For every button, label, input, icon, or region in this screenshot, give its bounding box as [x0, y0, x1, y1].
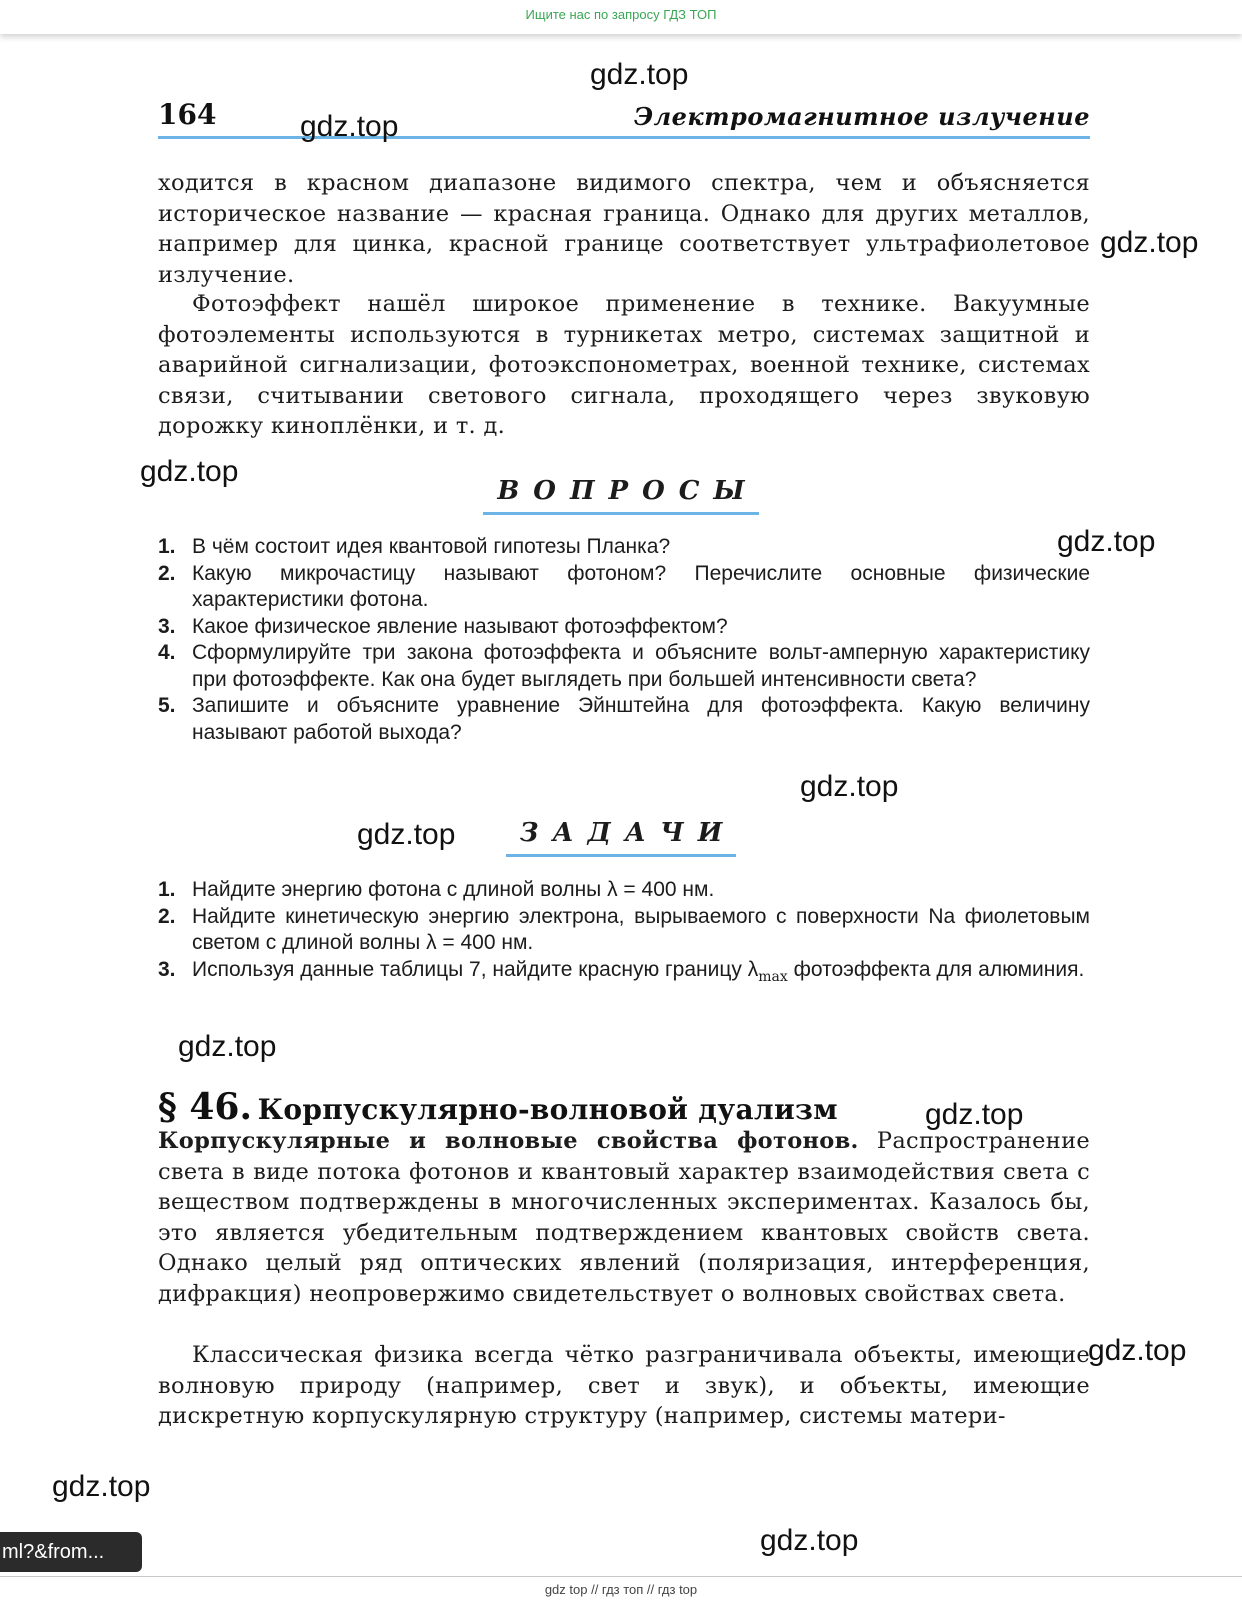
question-item [158, 640, 1090, 693]
question-item [158, 614, 1090, 641]
question-number: 5. [158, 694, 176, 717]
paragraph-title: Корпускулярно-волновой дуализм [257, 1093, 838, 1126]
question-number: 3. [158, 614, 176, 638]
question-text: Сформулируйте три закона фотоэффекта и объясните вольт-амперную характеристику при фотоэффекте. Как она будет выглядеть при большей интенсивности света? [192, 641, 1090, 691]
watermark: gdz.top [52, 1470, 151, 1503]
paragraph-red-limit: ходится в красном диапазоне видимого спектра, чем и объясняется историческое название — красная граница. Однако для других металлов, например для цинка, красной границе соответствует ультрафиолетовое излучение. [158, 170, 1090, 288]
task-number: 2. [158, 904, 176, 928]
watermark: gdz.top [140, 455, 239, 488]
paragraph-dualism-1 [158, 1126, 1090, 1309]
task-item [158, 957, 1090, 991]
tasks-list [158, 877, 1090, 990]
watermark: gdz.top [357, 818, 456, 851]
question-text: Какое физическое явление называют фотоэффектом? [192, 614, 728, 638]
watermark: gdz.top [300, 110, 399, 143]
questions-heading-text: ВОПРОСЫ [483, 476, 758, 515]
questions-list [158, 534, 1090, 746]
question-item [158, 693, 1090, 746]
paragraph-dualism-2: Классическая физика всегда чётко разграничивала объекты, имеющие волновую природу (например, свет и звук), и объекты, имеющие дискретную корпускулярную структуру (например, системы матери- [158, 1342, 1090, 1429]
question-text: Запишите и объясните уравнение Эйнштейна для фотоэффекта. Какую величину называют работой выхода? [192, 694, 1090, 744]
question-number: 2. [158, 561, 176, 585]
watermark: gdz.top [178, 1030, 277, 1063]
task-item [158, 904, 1090, 957]
watermark: gdz.top [925, 1098, 1024, 1131]
watermark: gdz.top [800, 770, 899, 803]
task-text-after: фотоэффекта для алюминия. [787, 957, 1085, 981]
question-number: 1. [158, 535, 176, 558]
task-number: 3. [158, 957, 176, 981]
task-text-before: Используя данные таблицы 7, найдите красную границу λ [192, 957, 759, 981]
paragraph-lead: Корпускулярные и волновые свойства фотонов. [158, 1128, 859, 1154]
task-number: 1. [158, 878, 176, 901]
task-text [192, 957, 1090, 991]
watermark: gdz.top [1088, 1334, 1187, 1367]
task-text: Найдите энергию фотона с длиной волны λ = 400 нм. [192, 878, 715, 901]
tasks-heading [0, 818, 1242, 857]
question-item [158, 534, 1090, 561]
paragraph-sign: § 46. [158, 1086, 252, 1128]
paragraph-body: Распространение света в виде потока фотонов и квантовый характер взаимодействия света с веществом подтверждены в многочисленных экспериментах. Казалось бы, это является убедительным подтверждением квантовых свойств света. Однако целый ряд оптических явлений (поляризация, интерференция, дифракция) неопровержимо свидетельствует о волновых свойствах света. [158, 1128, 1090, 1307]
watermark: gdz.top [590, 58, 689, 91]
watermark: gdz.top [1100, 226, 1199, 259]
url-tooltip-pill[interactable]: ml?&from... [0, 1532, 142, 1572]
question-text: Какую микрочастицу называют фотоном? Перечислите основные физические характеристики фотона. [192, 561, 1090, 611]
question-item [158, 561, 1090, 614]
lambda-subscript: max [758, 968, 788, 985]
paragraph-photoeffect-applications: Фотоэффект нашёл широкое применение в технике. Вакуумные фотоэлементы используются в турникетах метро, системах защитной и аварийной сигнализации, фотоэкспонометрах, военной технике, системах связи, считывании светового сигнала, проходящего через звуковую дорожку киноплёнки, и т. д. [158, 291, 1090, 439]
tasks-heading-text: ЗАДАЧИ [506, 818, 737, 857]
page-number: 164 [158, 98, 217, 131]
running-title: Электромагнитное излучение [633, 102, 1090, 131]
watermark: gdz.top [760, 1524, 859, 1557]
header-rule [158, 136, 1090, 139]
watermark: gdz.top [1057, 525, 1156, 558]
question-text: В чём состоит идея квантовой гипотезы Планка? [192, 535, 671, 558]
footer-links: gdz top // гдз топ // гдз top [544, 1582, 698, 1597]
top-banner: Ищите нас по запросу ГДЗ ТОП [0, 0, 1242, 34]
task-text: Найдите кинетическую энергию электрона, вырываемого с поверхности Na фиолетовым светом с длиной волны λ = 400 нм. [192, 904, 1090, 954]
footer-divider [0, 1576, 1242, 1577]
task-item [158, 877, 1090, 904]
running-head [158, 98, 1090, 140]
question-number: 4. [158, 641, 176, 664]
